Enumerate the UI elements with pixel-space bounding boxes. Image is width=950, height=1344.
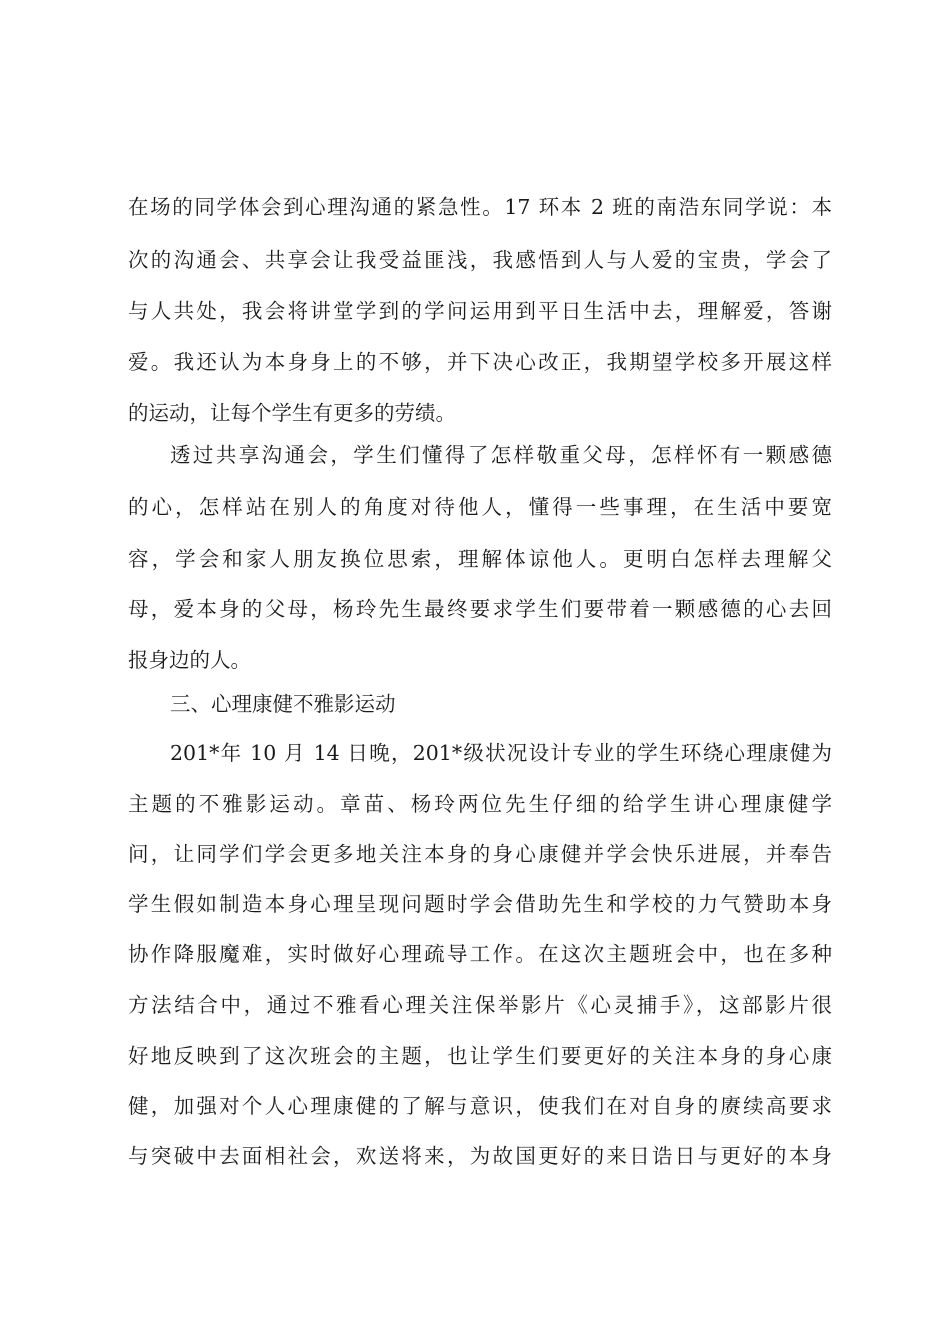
text-line: 主题的不雅影运动。章苗、杨玲两位先生仔细的给学生讲心理康健学 bbox=[128, 792, 832, 816]
text-line: 201*年 10 月 14 日晚，201*级状况设计专业的学生环绕心理康健为 bbox=[170, 741, 832, 765]
text-line: 爱。我还认为本身身上的不够，并下决心改正，我期望学校多开展这样 bbox=[128, 350, 832, 374]
text-line: 次的沟通会、共享会让我受益匪浅，我感悟到人与人爱的宝贵，学会了 bbox=[128, 248, 832, 272]
text-line: 与人共处，我会将讲堂学到的学问运用到平日生活中去，理解爱，答谢 bbox=[128, 299, 832, 323]
text-line: 容，学会和家人朋友换位思索，理解体谅他人。更明白怎样去理解父 bbox=[128, 547, 832, 571]
text-line: 的心，怎样站在别人的角度对待他人，懂得一些事理，在生活中要宽 bbox=[128, 495, 832, 519]
text-line: 报身边的人。 bbox=[128, 648, 251, 672]
text-line: 方法结合中，通过不雅看心理关注保举影片《心灵捕手》，这部影片很 bbox=[128, 993, 832, 1017]
text-line: 健，加强对个人心理康健的了解与意识，使我们在对自身的赓续高要求 bbox=[128, 1094, 832, 1118]
text-line: 母，爱本身的父母，杨玲先生最终要求学生们要带着一颗感德的心去回 bbox=[128, 597, 832, 621]
text-line: 学生假如制造本身心理呈现问题时学会借助先生和学校的力气赞助本身 bbox=[128, 892, 832, 916]
text-line: 协作降服魔难，实时做好心理疏导工作。在这次主题班会中，也在多种 bbox=[128, 942, 832, 966]
text-line: 的运动，让每个学生有更多的劳绩。 bbox=[128, 401, 456, 425]
text-line: 与突破中去面相社会，欢送将来，为故国更好的来日诰日与更好的本身 bbox=[128, 1144, 832, 1168]
text-line: 透过共享沟通会，学生们懂得了怎样敬重父母，怎样怀有一颗感德 bbox=[170, 443, 832, 467]
text-line: 问，让同学们学会更多地关注本身的身心康健并学会快乐进展，并奉告 bbox=[128, 842, 832, 866]
text-line: 在场的同学体会到心理沟通的紧急性。17 环本 2 班的南浩东同学说：本 bbox=[128, 195, 832, 219]
text-line: 好地反映到了这次班会的主题，也让学生们要更好的关注本身的身心康 bbox=[128, 1044, 832, 1068]
section-heading: 三、心理康健不雅影运动 bbox=[170, 692, 396, 716]
